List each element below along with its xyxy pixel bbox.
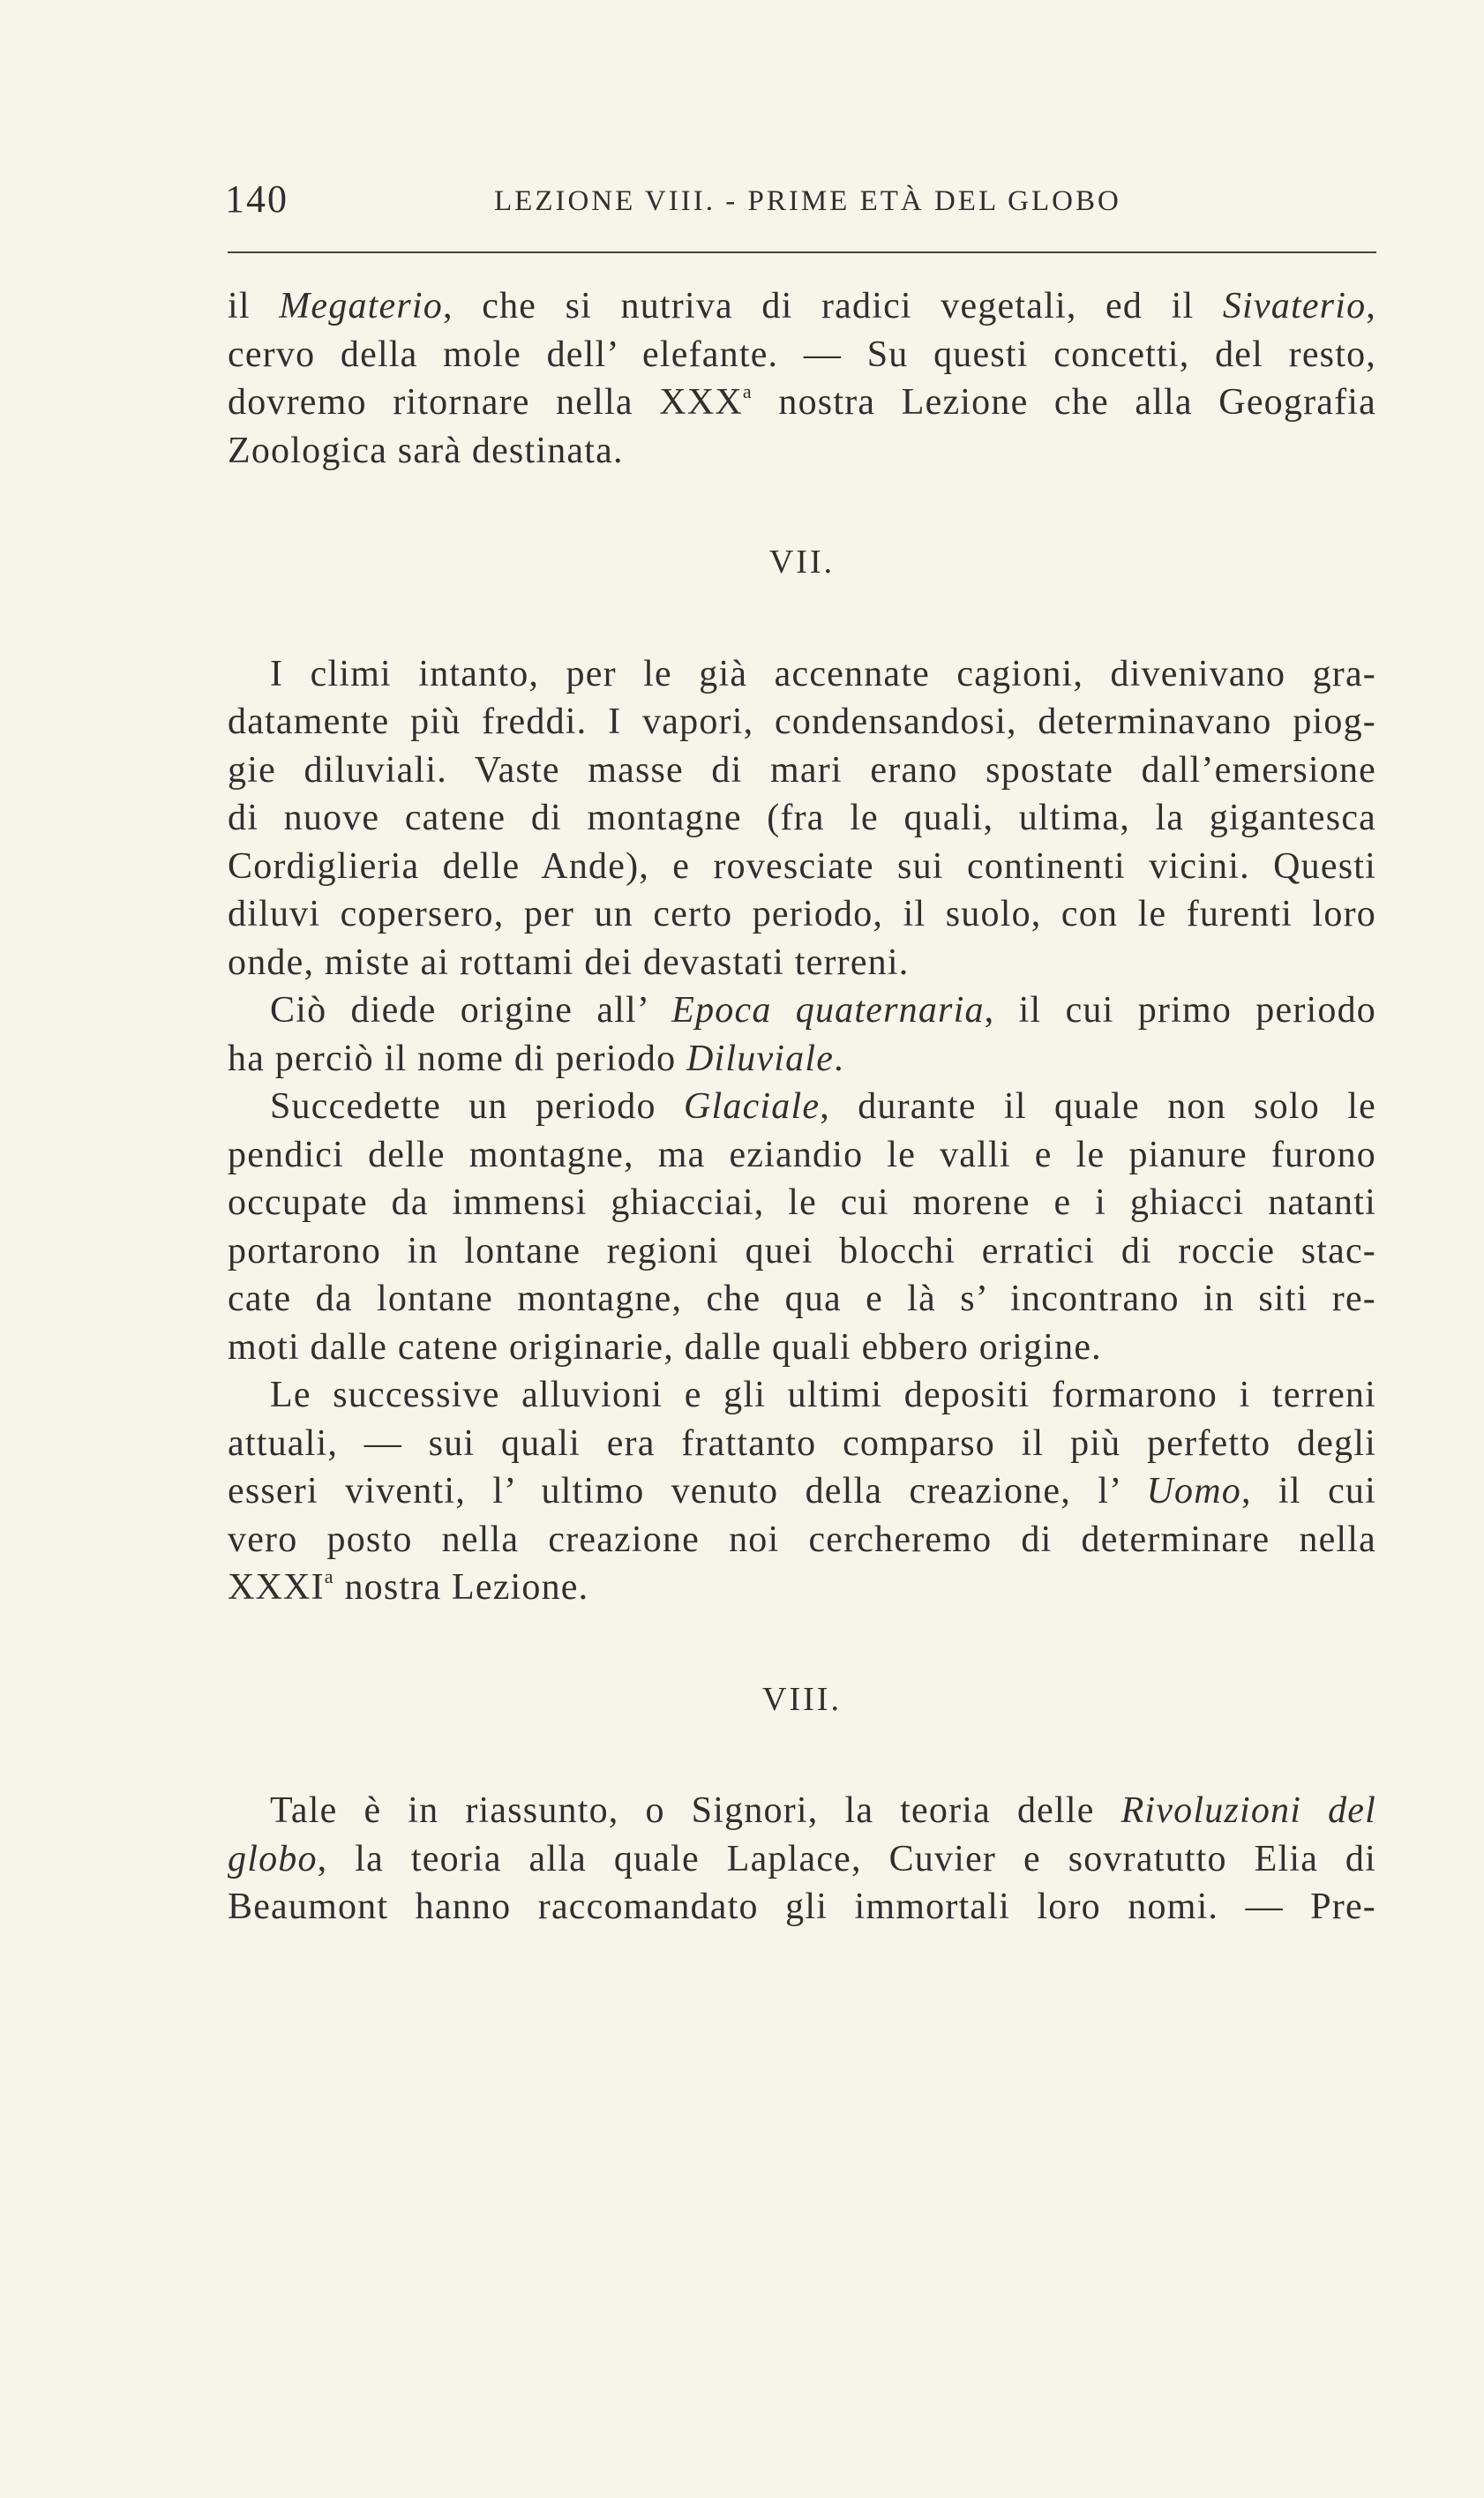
- text-line: di nuove catene di montagne (fra le quali, ultima, la gigantesca: [228, 798, 1376, 838]
- text-fragment: nostra Lezione che alla Geografia: [752, 382, 1376, 423]
- text-line: onde, miste ai rottami dei devastati terreni.: [228, 941, 910, 983]
- text-line: [228, 1787, 1376, 1835]
- header-rule: [228, 251, 1376, 253]
- section-heading-vii: VII.: [768, 544, 836, 581]
- text-line: [228, 1564, 1376, 1612]
- italic-term: Diluviale: [686, 1038, 835, 1079]
- text-line: Beaumont hanno raccomandato gli immortali loro nomi. — Pre-: [228, 1887, 1376, 1927]
- text-fragment: , che si nutriva di radici vegetali, ed il: [443, 286, 1223, 326]
- text-line: moti dalle catene originarie, dalle quali ebbero origine.: [228, 1326, 1102, 1368]
- italic-term: Glaciale: [683, 1086, 821, 1127]
- text-line: attuali, — sui quali era frattanto comparso il più perfetto degli: [228, 1422, 1376, 1464]
- section-heading-viii: VIII.: [762, 1680, 842, 1718]
- text-fragment: , il cui: [1240, 1471, 1376, 1512]
- italic-term: Sivaterio: [1222, 286, 1367, 326]
- italic-term: globo: [228, 1838, 318, 1879]
- text-line: Le successive alluvioni e gli ultimi depositi formarono i terreni: [270, 1375, 1376, 1415]
- text-line: cervo della mole dell’ elefante. — Su questi concetti, del resto,: [228, 334, 1376, 375]
- text-fragment: , il cui primo periodo: [984, 990, 1376, 1031]
- italic-term: Rivoluzioni del: [1120, 1790, 1376, 1831]
- text-fragment: il: [228, 286, 280, 326]
- text-line: [228, 1467, 1376, 1516]
- text-fragment: Succedette un periodo: [270, 1086, 684, 1127]
- page-body: [228, 282, 1376, 1932]
- text-line: portarono in lontane regioni quei blocchi erratici di roccie stac-: [228, 1230, 1376, 1272]
- text-line: [228, 1835, 1376, 1884]
- superscript: a: [324, 1565, 334, 1587]
- text-line: pendici delle montagne, ma eziandio le valli e le pianure furono: [228, 1134, 1376, 1175]
- text-line: [228, 1083, 1376, 1131]
- text-fragment: nostra Lezione.: [334, 1567, 589, 1608]
- text-line: occupate da immensi ghiacciai, le cui morene e i ghiacci natanti: [228, 1182, 1376, 1223]
- text-line: Cordiglieria delle Ande), e rovesciate sui continenti vicini. Questi: [228, 845, 1376, 887]
- italic-term: Epoca quaternaria: [671, 990, 985, 1031]
- text-line: [228, 986, 1376, 1035]
- text-line: [228, 379, 1376, 427]
- text-fragment: .: [834, 1038, 844, 1079]
- text-line: [228, 282, 1376, 331]
- italic-term: Uomo: [1146, 1471, 1241, 1512]
- text-fragment: , durante il quale non solo le: [820, 1086, 1376, 1127]
- text-fragment: XXXI: [228, 1567, 325, 1608]
- text-fragment: ha perciò il nome di periodo: [228, 1038, 686, 1079]
- text-line: Zoologica sarà destinata.: [228, 430, 624, 471]
- text-fragment: Ciò diede origine all’: [270, 990, 672, 1031]
- text-line: diluvi copersero, per un certo periodo, il suolo, con le furenti loro: [228, 894, 1376, 934]
- text-fragment: Tale è in riassunto, o Signori, la teoria delle: [270, 1790, 1121, 1831]
- text-fragment: ,: [1366, 286, 1376, 326]
- page-number: 140: [225, 177, 289, 221]
- page-header: [225, 176, 1376, 229]
- text-fragment: esseri viventi, l’ ultimo venuto della creazione, l’: [228, 1471, 1147, 1512]
- text-line: vero posto nella creazione noi cercheremo di determinare nella: [228, 1519, 1376, 1560]
- text-fragment: , la teoria alla quale Laplace, Cuvier e sovratutto Elia di: [317, 1838, 1376, 1879]
- text-fragment: dovremo ritornare nella XXX: [228, 382, 743, 423]
- running-head: LEZIONE VIII. - PRIME ETÀ DEL GLOBO: [494, 185, 1121, 217]
- superscript: a: [742, 380, 753, 402]
- text-line: cate da lontane montagne, che qua e là s’ incontrano in siti re-: [228, 1279, 1376, 1319]
- text-line: gie diluviali. Vaste masse di mari erano spostate dall’emersione: [228, 749, 1376, 791]
- text-line: I climi intanto, per le già accennate cagioni, divenivano gra-: [270, 653, 1376, 694]
- italic-term: Megaterio: [279, 286, 444, 326]
- text-line: datamente più freddi. I vapori, condensandosi, determinavano piog-: [228, 701, 1376, 742]
- text-line: [228, 1035, 1376, 1084]
